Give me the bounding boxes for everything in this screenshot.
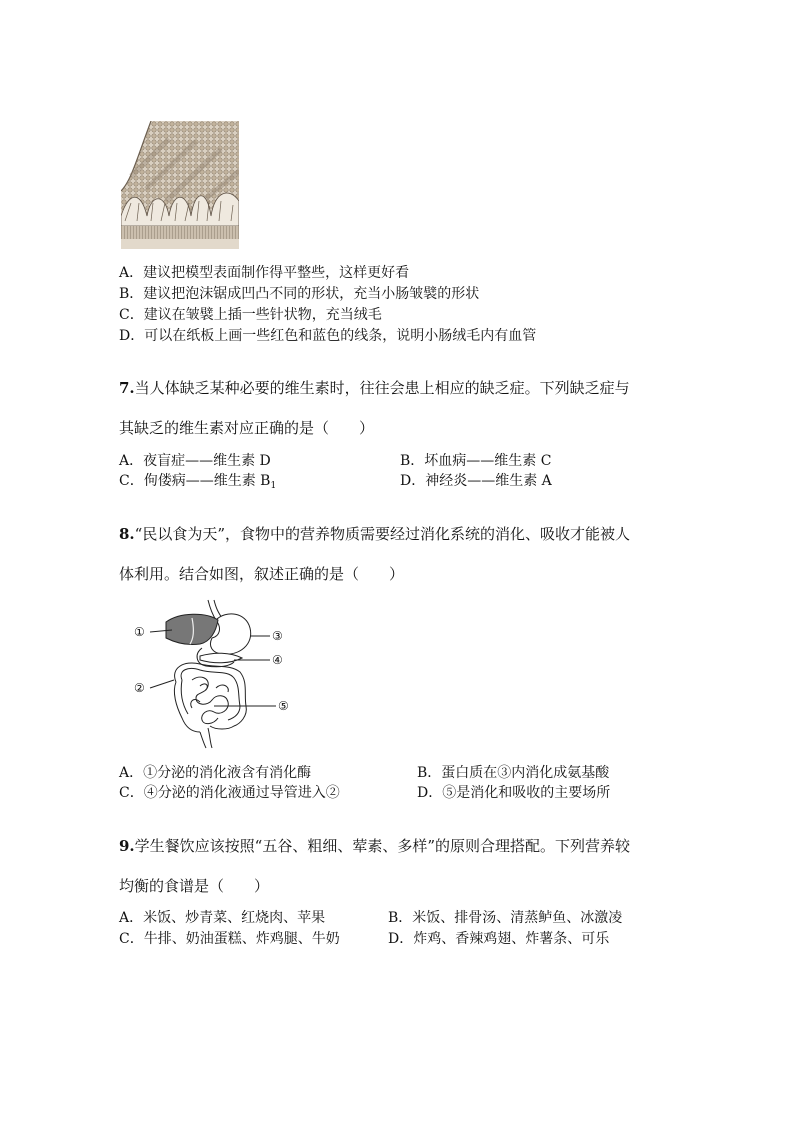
q8-stem-line1: “民以食为天”，食物中的营养物质需要经过消化系统的消化、吸收才能被人 [134, 525, 631, 543]
q7-option-a: A．夜盲症——维生素 D [119, 453, 271, 469]
label-5: ⑤ [278, 699, 289, 713]
q8-option-d: D．⑤是消化和吸收的主要场所 [417, 785, 611, 801]
q7-option-c-text: C．佝偻病——维生素 B [119, 473, 271, 489]
q7-option-b: B．坏血病——维生素 C [400, 453, 552, 469]
q6-option-b: B．建议把泡沫锯成凹凸不同的形状，充当小肠皱襞的形状 [119, 286, 480, 302]
q8-number: 8. [119, 525, 135, 543]
q6-option-c: C．建议在皱襞上插一些针状物，充当绒毛 [119, 307, 382, 323]
q9-stem [119, 836, 630, 856]
q9-option-c: C．牛排、奶油蛋糕、炸鸡腿、牛奶 [119, 931, 340, 947]
q9-option-a: A．米饭、炒青菜、红烧肉、苹果 [119, 910, 326, 926]
q8-option-b: B．蛋白质在③内消化成氨基酸 [417, 765, 610, 781]
q7-stem-line1: 当人体缺乏某种必要的维生素时，往往会患上相应的缺乏症。下列缺乏症与 [134, 379, 630, 397]
q8-stem-line2: 体利用。结合如图，叙述正确的是（ ） [119, 565, 405, 583]
q9-option-d: D．炸鸡、香辣鸡翅、炸薯条、可乐 [388, 931, 610, 947]
label-3: ③ [272, 629, 283, 643]
intestine-model-image [121, 121, 239, 251]
q7-option-d: D．神经炎——维生素 A [400, 473, 552, 489]
q7-stem-line2: 其缺乏的维生素对应正确的是（ ） [119, 419, 375, 437]
digestive-system-diagram [130, 598, 300, 750]
q7-option-c [119, 471, 276, 496]
label-4: ④ [272, 653, 283, 667]
large-intestine [175, 663, 247, 729]
pancreas [200, 653, 242, 663]
q7-stem [119, 378, 630, 398]
label-2: ② [134, 681, 145, 695]
small-intestine [191, 677, 229, 724]
label-1: ① [134, 625, 145, 639]
q6-option-a: A．建议把模型表面制作得平整些，这样更好看 [119, 265, 410, 281]
q9-stem-line2: 均衡的食谱是（ ） [119, 877, 270, 895]
q9-option-b: B．米饭、排骨汤、清蒸鲈鱼、冰激凌 [388, 910, 623, 926]
q9-stem-line1: 学生餐饮应该按照“五谷、粗细、荤素、多样”的原则合理搭配。下列营养较 [134, 837, 631, 855]
q8-option-c: C．④分泌的消化液通过导管进入② [119, 785, 340, 801]
q7-number: 7. [119, 379, 135, 397]
q7-option-c-subscript: 1 [270, 481, 277, 491]
q8-option-a: A．①分泌的消化液含有消化酶 [119, 765, 312, 781]
q6-option-d: D．可以在纸板上画一些红色和蓝色的线条，说明小肠绒毛内有血管 [119, 328, 537, 344]
q8-stem [119, 524, 630, 544]
q9-number: 9. [119, 837, 135, 855]
